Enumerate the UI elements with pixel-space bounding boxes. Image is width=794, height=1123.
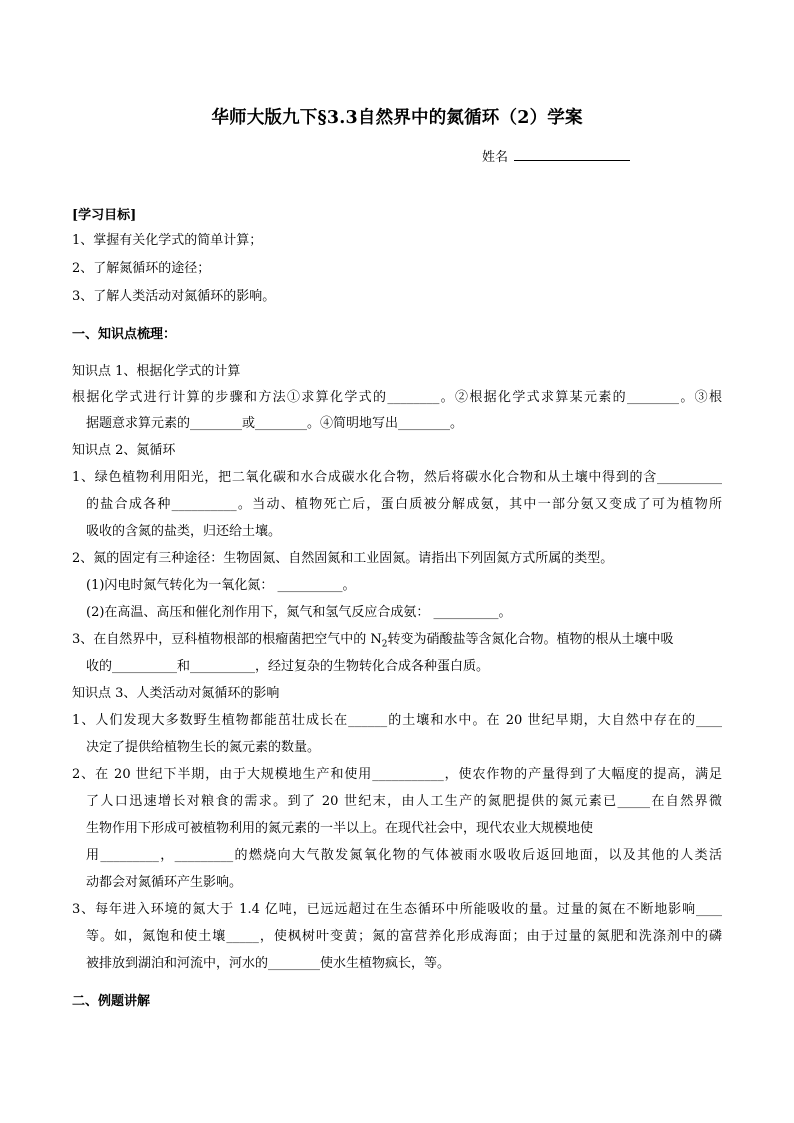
kp3-paragraph-line: 1、人们发现大多数野生植物都能茁壮成长在______的土壤和水中。在 20 世纪早期，大自然中存在的____ (72, 713, 722, 728)
kp1-line: 据题意求算元素的________或________。④简明地写出________。 (86, 416, 464, 431)
kp2-paragraph-line: 3、在自然界中，豆科植物根部的根瘤菌把空气中的 $N_2$转变为硝酸盐等含氮化合物。植物的根从土壤中吸 (72, 632, 674, 650)
kp2-paragraph-line: 2、氮的固定有三种途径：生物固氮、自然固氮和工业固氮。请指出下列固氮方式所属的类型。 (72, 551, 614, 566)
kp2-paragraph-line: 吸收的含氮的盐类，归还给土壤。 (86, 524, 282, 539)
objective-item: 3、了解人类活动对氮循环的影响。 (72, 289, 276, 304)
section-heading-knowledge: 一、知识点梳理： (72, 327, 177, 342)
kp2-heading: 知识点 2、氮循环 (72, 443, 176, 458)
kp2-paragraph-line: 收的__________和__________，经过复杂的生物转化合成各种蛋白质。 (86, 659, 490, 674)
name-label: 姓名 (482, 150, 509, 165)
kp3-paragraph-line: 等。如，氮饱和使土壤_____，使枫树叶变黄；氮的富营养化形成海面；由于过量的氮肥和洗涤剂中的磷 (86, 929, 722, 944)
kp2-paragraph-line: 1、绿色植物利用阳光，把二氧化碳和水合成碳水化合物，然后将碳水化合物和从土壤中得到的含__________ (72, 470, 722, 485)
objectives-heading: [学习目标] (72, 208, 137, 223)
student-name-field[interactable] (482, 146, 630, 165)
kp2-paragraph-line: 的盐合成各种__________。当动、植物死亡后，蛋白质被分解成氨，其中一部分氨又变成了可为植物所 (86, 497, 722, 512)
kp3-paragraph-line: 动都会对氮循环产生影响。 (86, 875, 243, 890)
objective-item: 2、了解氮循环的途径； (72, 261, 211, 276)
kp3-paragraph-line: 了人口迅速增长对粮食的需求。到了 20 世纪末，由人工生产的氮肥提供的氮元素已_____在自然界微 (86, 794, 722, 809)
kp3-paragraph-line: 用_________，_________的燃烧向大气散发氮氧化物的气体被雨水吸收后返回地面，以及其他的人类活 (86, 848, 722, 863)
kp3-paragraph-line: 决定了提供给植物生长的氮元素的数量。 (86, 740, 321, 755)
objective-item: 1、掌握有关化学式的简单计算； (72, 233, 263, 248)
name-blank-line[interactable] (514, 148, 630, 161)
kp3-heading: 知识点 3、人类活动对氮循环的影响 (72, 686, 280, 701)
kp2-question-line: (2)在高温、高压和催化剂作用下，氮气和氢气反应合成氨： __________。 (86, 605, 512, 620)
kp3-paragraph-line: 3、每年进入环境的氮大于 1.4 亿吨，已远远超过在生态循环中所能吸收的量。过量的氮在不断地影响____ (72, 902, 722, 917)
kp1-heading: 知识点 1、根据化学式的计算 (72, 364, 241, 379)
page-title: 华师大版九下§3.3自然界中的氮循环（2）学案 (211, 108, 583, 128)
section-heading-examples: 二、例题讲解 (72, 994, 151, 1009)
kp3-paragraph-line: 2、在 20 世纪下半期，由于大规模地生产和使用___________，使农作物的产量得到了大幅度的提高，满足 (72, 767, 722, 782)
kp3-paragraph-line: 被排放到湖泊和河流中，河水的________使水生植物疯长，等。 (86, 956, 451, 971)
kp2-question-line: (1)闪电时氮气转化为一氧化氮： __________。 (86, 578, 356, 593)
kp3-paragraph-line: 生物作用下形成可被植物利用的氮元素的一半以上。在现代社会中，现代农业大规模地使 (86, 821, 594, 836)
kp1-line: 根据化学式进行计算的步骤和方法①求算化学式的________。②根据化学式求算某元素的________。③根 (72, 390, 722, 405)
